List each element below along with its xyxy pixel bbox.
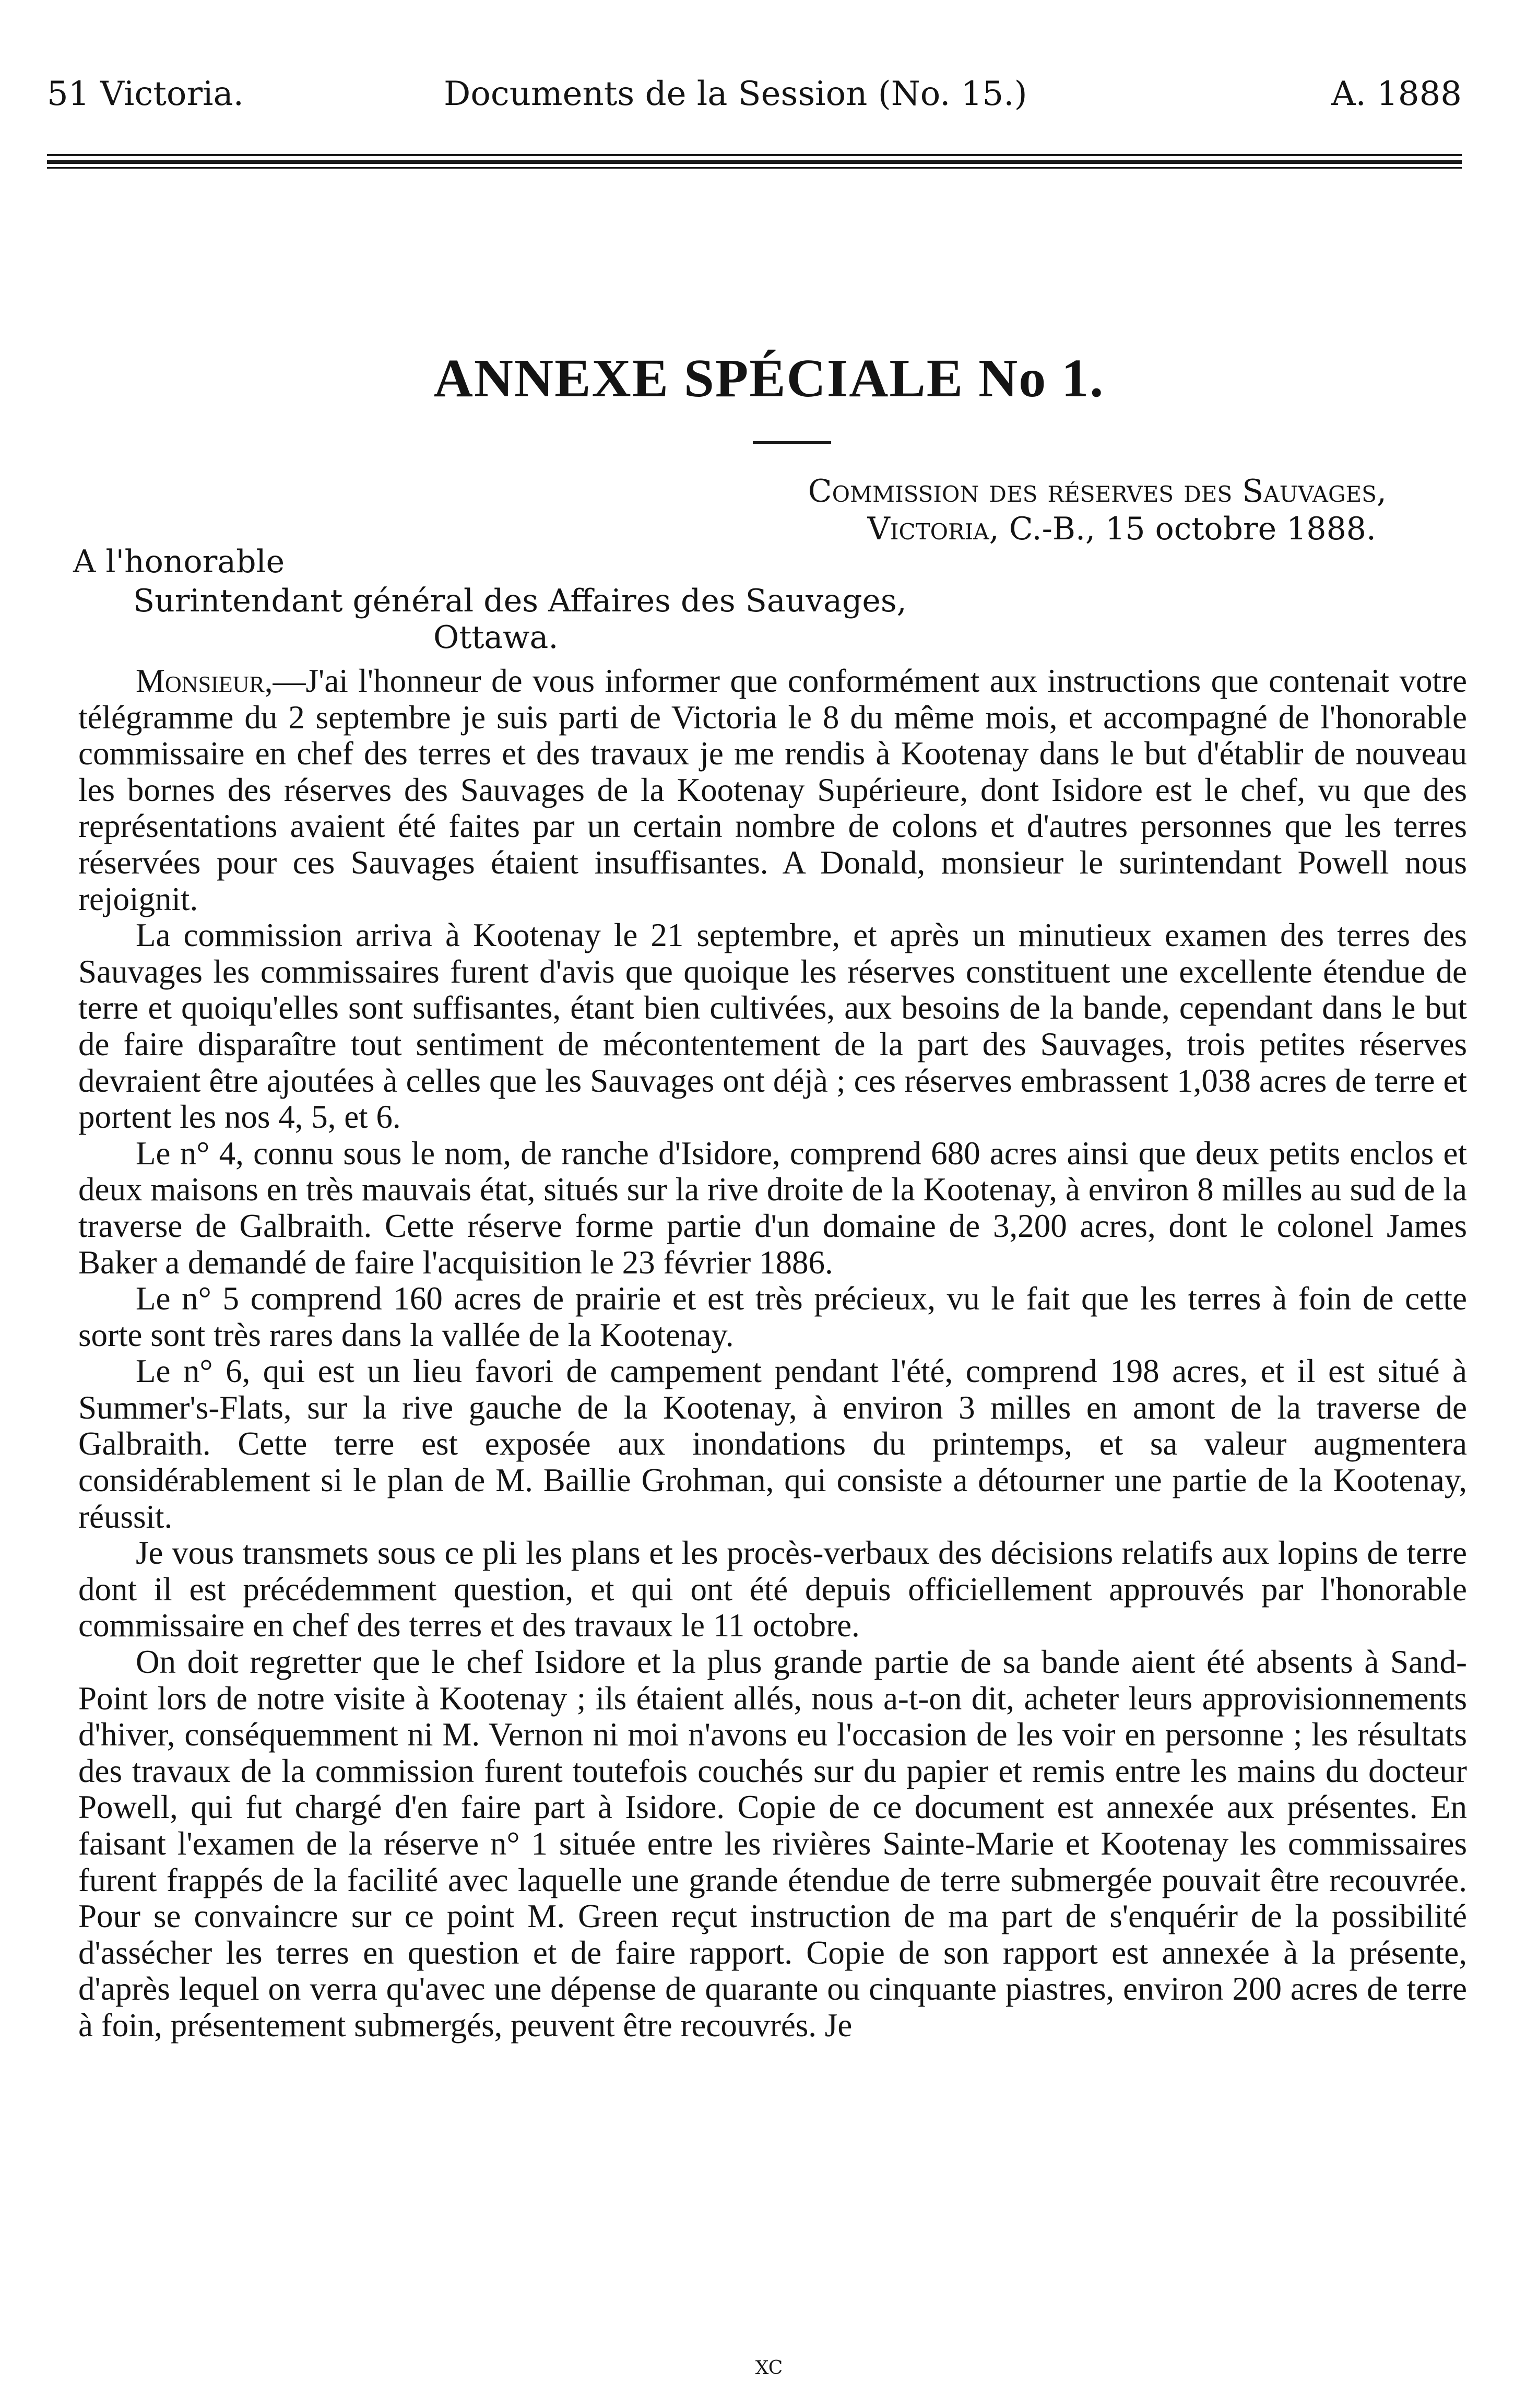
address-line-2: Surintendant général des Affaires des Sauvages, [133, 583, 907, 619]
header-rule-thick [47, 160, 1462, 164]
letter-body [78, 663, 1467, 2044]
paragraph-2: La commission arriva à Kootenay le 21 septembre, et après un minutieux examen des terres des Sauvages les commissaires furent d'avis que quoique les réserves constituent une excellente étendue de terre et quoiqu'elles sont suffisantes, étant bien cultivées, aux besoins de la bande, cependant dans le but de faire disparaître tout sentiment de mécontentement de la part des Sauvages, trois petites réserves devraient être ajoutées à celles que les Sauvages ont déjà ; ces réserves embrassent 1,038 acres de terre et portent les nos 4, 5, et 6. [78, 917, 1467, 1136]
letterhead-place: Victoria, C.-B., [867, 511, 1096, 547]
letterhead-date: 15 octobre 1888. [1105, 511, 1376, 547]
page-title: ANNEXE SPÉCIALE No 1. [433, 348, 1105, 408]
page-folio: xc [755, 2350, 783, 2381]
paragraph-5: Le n° 6, qui est un lieu favori de campement pendant l'été, comprend 198 acres, et il est situé à Summer's-Flats, sur la rive gauche de la Kootenay, à environ 3 milles en amont de la traverse de Galbraith. Cette terre est exposée aux inondations du printemps, et sa valeur augmentera considérablement si le plan de M. Baillie Grohman, qui consiste a détourner une partie de la Kootenay, réussit. [78, 1353, 1467, 1535]
paragraph-7: On doit regretter que le chef Isidore et la plus grande partie de sa bande aient été absents à Sand-Point lors de notre visite à Kootenay ; ils étaient allés, nous a-t-on dit, acheter leurs approvisionnements d'hiver, conséquemment ni M. Vernon ni moi n'avons eu l'occasion de les voir en personne ; les résultats des travaux de la commission furent toutefois couchés sur du papier et remis entre les mains du docteur Powell, qui fut chargé d'en faire part à Isidore. Copie de ce document est annexée aux présentes. En faisant l'examen de la réserve n° 1 située entre les rivières Sainte-Marie et Kootenay les commissaires furent frappés de la facilité avec laquelle une grande étendue de terre submergée pouvait être recouvrée. Pour se convaincre sur ce point M. Green reçut instruction de ma part de s'enquérir de la possibilité d'assécher les terres en question et de faire rapport. Copie de son rapport est annexée à la présente, d'après lequel on verra qu'avec une dépense de quarante ou cinquante piastres, environ 200 acres de terre à foin, présentement submergés, peuvent être recouvrés. Je [78, 1644, 1467, 2044]
salutation: Monsieur, [136, 663, 273, 699]
letterhead-dateline [868, 510, 1376, 548]
title-divider [753, 441, 831, 444]
paragraph-4: Le n° 5 comprend 160 acres de prairie et est très précieux, vu le fait que les terres à foin de cette sorte sont très rares dans la vallée de la Kootenay. [78, 1280, 1467, 1353]
header-rule-bottom [47, 167, 1462, 169]
paragraph-1 [78, 663, 1467, 917]
header-rule-top [47, 154, 1462, 156]
letterhead-commission: Commission des réserves des Sauvages, [808, 473, 1387, 510]
address-line-1: A l'honorable [73, 544, 285, 580]
address-line-3: Ottawa. [433, 619, 559, 656]
running-header [47, 73, 1462, 115]
header-year: A. 1888 [1331, 75, 1462, 113]
header-regnal-year: 51 Victoria. [47, 75, 244, 113]
paragraph-3: Le n° 4, connu sous le nom, de ranche d'Isidore, comprend 680 acres ainsi que deux petits enclos et deux maisons en très mauvais état, situés sur la rive droite de la Kootenay, à environ 8 milles au sud de la traverse de Galbraith. Cette réserve forme partie d'un domaine de 3,200 acres, dont le colonel James Baker a demandé de faire l'acquisition le 23 février 1886. [78, 1135, 1467, 1281]
paragraph-1-text: —J'ai l'honneur de vous informer que conformément aux instructions que contenait votre télégramme du 2 septembre je suis parti de Victoria le 8 du même mois, et accompagné de l'honorable commissaire en chef des terres et des travaux je me rendis à Kootenay dans le but d'établir de nouveau les bornes des réserves des Sauvages de la Kootenay Supérieure, dont Isidore est le chef, vu que des représentations avaient été faites par un certain nombre de colons et d'autres personnes que les terres réservées pour ces Sauvages étaient insuffisantes. A Donald, monsieur le surintendant Powell nous rejoignit. [78, 663, 1467, 917]
paragraph-6: Je vous transmets sous ce pli les plans et les procès-verbaux des décisions relatifs aux lopins de terre dont il est précédemment question, et qui ont été depuis officiellement approuvés par l'honorable commissaire en chef des terres et des travaux le 11 octobre. [78, 1534, 1467, 1644]
header-session-documents: Documents de la Session (No. 15.) [444, 75, 1027, 113]
